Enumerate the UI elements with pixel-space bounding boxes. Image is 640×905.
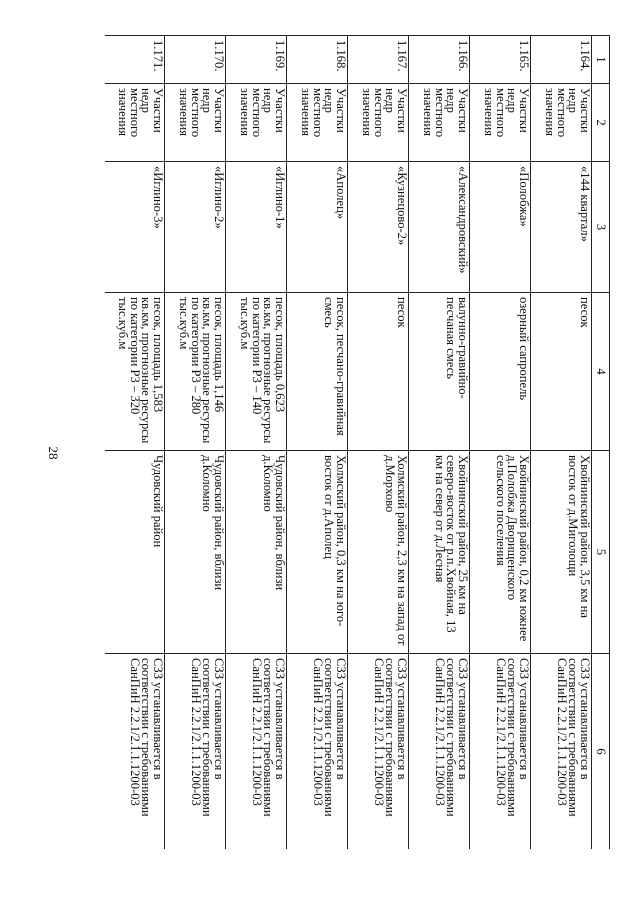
sanitary-zone-cell: СЗЗ устанавливается в соответствии с требованиями СанПиН 2.2.1/2.1.1.1200-03 <box>287 654 348 850</box>
column-header: 4 <box>592 293 610 451</box>
site-name-cell: «Иглино-2» <box>165 162 226 293</box>
row-number-cell: 1.164. <box>531 36 592 84</box>
mineral-cell: песок, площадь 0,623 кв.км, прогнозные ресурсы по категории Р3 – 140 тыс.куб.м <box>226 293 287 451</box>
table-container <box>105 35 610 849</box>
row-number-cell: 1.169. <box>226 36 287 84</box>
row-number-cell: 1.171. <box>105 36 165 84</box>
category-cell: Участки недр местного значения <box>287 84 348 162</box>
sanitary-zone-cell: СЗЗ устанавливается в соответствии с требованиями СанПиН 2.2.1/2.1.1.1200-03 <box>531 654 592 850</box>
location-cell: Чудовский район, вблизи д.Коломно <box>226 451 287 654</box>
sanitary-zone-cell: СЗЗ устанавливается в соответствии с требованиями СанПиН 2.2.1/2.1.1.1200-03 <box>348 654 409 850</box>
location-cell: Чудовский район <box>105 451 165 654</box>
site-name-cell: «Кузнецово-2» <box>348 162 409 293</box>
column-header: 6 <box>592 654 610 850</box>
category-cell: Участки недр местного значения <box>409 84 470 162</box>
row-number-cell: 1.168. <box>287 36 348 84</box>
sanitary-zone-cell: СЗЗ устанавливается в соответствии с требованиями СанПиН 2.2.1/2.1.1.1200-03 <box>470 654 531 850</box>
category-cell: Участки недр местного значения <box>531 84 592 162</box>
site-name-cell: «Полобжа» <box>470 162 531 293</box>
category-cell: Участки недр местного значения <box>348 84 409 162</box>
table-row <box>105 36 165 850</box>
data-table <box>105 35 610 849</box>
mineral-cell: валунно-гравийно-песчаная смесь <box>409 293 470 451</box>
table-row <box>531 36 592 850</box>
site-name-cell: «Иглино-3» <box>105 162 165 293</box>
category-cell: Участки недр местного значения <box>470 84 531 162</box>
sanitary-zone-cell: СЗЗ устанавливается в соответствии с требованиями СанПиН 2.2.1/2.1.1.1200-03 <box>226 654 287 850</box>
location-cell: Хвойнинский район, 0,2 км южнее д.Полобжа Дворищенского сельского поселения <box>470 451 531 654</box>
site-name-cell: «Иглино-1» <box>226 162 287 293</box>
location-cell: Холмский район, 0,3 км на юго-восток от д.Аполец <box>287 451 348 654</box>
mineral-cell: озерный сапропель <box>470 293 531 451</box>
category-cell: Участки недр местного значения <box>165 84 226 162</box>
column-header: 2 <box>592 84 610 162</box>
category-cell: Участки недр местного значения <box>105 84 165 162</box>
mineral-cell: песок, площадь 1,583 кв.км, прогнозные ресурсы по категории Р3 – 320 тыс.куб.м <box>105 293 165 451</box>
table-row <box>165 36 226 850</box>
row-number-cell: 1.166. <box>409 36 470 84</box>
column-header: 3 <box>592 162 610 293</box>
mineral-cell: песок <box>531 293 592 451</box>
category-cell: Участки недр местного значения <box>226 84 287 162</box>
table-row <box>409 36 470 850</box>
column-header: 5 <box>592 451 610 654</box>
table-header-row <box>592 36 610 850</box>
table-row <box>226 36 287 850</box>
site-name-cell: «144 квартал» <box>531 162 592 293</box>
table-row <box>348 36 409 850</box>
row-number-cell: 1.167. <box>348 36 409 84</box>
mineral-cell: песок <box>348 293 409 451</box>
location-cell: Хвойнинский район, 3,5 км на восток от д.Миголощи <box>531 451 592 654</box>
table-row <box>470 36 531 850</box>
sanitary-zone-cell: СЗЗ устанавливается в соответствии с требованиями СанПиН 2.2.1/2.1.1.1200-03 <box>105 654 165 850</box>
mineral-cell: песок, площадь 1,146 кв.км, прогнозные ресурсы по категории Р3 – 280 тыс.куб.м <box>165 293 226 451</box>
location-cell: Чудовский район, вблизи д.Коломно <box>165 451 226 654</box>
page-number: 28 <box>46 446 61 460</box>
row-number-cell: 1.165. <box>470 36 531 84</box>
sanitary-zone-cell: СЗЗ устанавливается в соответствии с требованиями СанПиН 2.2.1/2.1.1.1200-03 <box>165 654 226 850</box>
site-name-cell: «Александровский» <box>409 162 470 293</box>
mineral-cell: песок, песчано-гравийная смесь <box>287 293 348 451</box>
column-header: 1 <box>592 36 610 84</box>
location-cell: Хвойнинский район, 25 км на северо-восток от р.п.Хвойная, 13 км на север от д.Лесная <box>409 451 470 654</box>
table-row <box>287 36 348 850</box>
rotated-table-area <box>105 35 610 849</box>
sanitary-zone-cell: СЗЗ устанавливается в соответствии с требованиями СанПиН 2.2.1/2.1.1.1200-03 <box>409 654 470 850</box>
location-cell: Холмский район, 2,3 км на запад от д.Морхово <box>348 451 409 654</box>
site-name-cell: «Аполец» <box>287 162 348 293</box>
row-number-cell: 1.170. <box>165 36 226 84</box>
